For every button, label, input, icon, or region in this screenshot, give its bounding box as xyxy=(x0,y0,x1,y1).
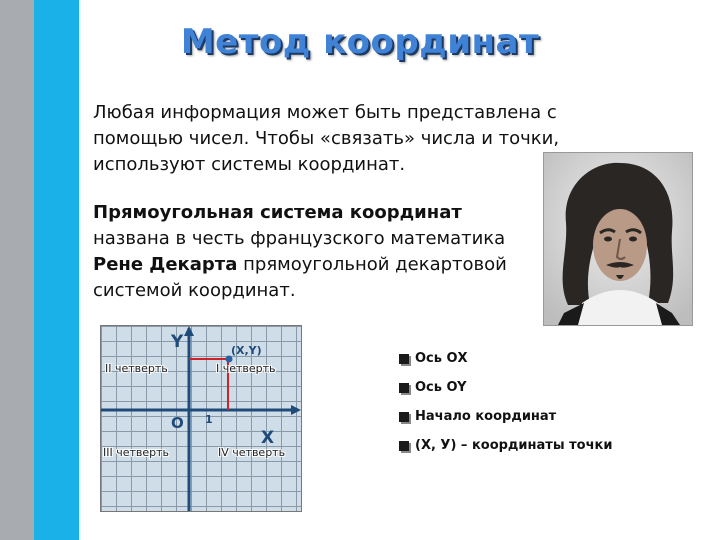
y-axis-label: Y xyxy=(171,332,184,352)
x-axis-arrow xyxy=(291,405,301,415)
quadrant-2-label: II четверть xyxy=(105,362,168,375)
decorative-stripe-gray xyxy=(0,0,34,540)
point-label: (X,Y) xyxy=(231,344,262,357)
description-text-1: названа в честь французского математика xyxy=(93,228,506,249)
description-text-2: прямоугольной декартовой системой координат. xyxy=(93,254,507,301)
decorative-stripe-cyan xyxy=(34,0,80,540)
descartes-portrait xyxy=(543,152,693,326)
unit-label: 1 xyxy=(205,413,213,426)
intro-paragraph: Любая информация может быть представлена с помощью чисел. Чтобы «связать» числа и точки, используют системы координат. xyxy=(93,102,560,175)
list-item: Начало координат xyxy=(399,402,612,431)
coordinate-plane xyxy=(100,325,302,512)
bullet-list xyxy=(399,344,612,460)
x-axis-label: X xyxy=(261,428,275,448)
origin-label: O xyxy=(171,414,184,432)
description-paragraph xyxy=(93,226,533,304)
quadrant-4-label: IV четверть xyxy=(218,446,286,459)
quadrant-1-label: I четверть xyxy=(216,362,276,375)
descartes-name: Рене Декарта xyxy=(93,254,238,275)
y-axis-arrow xyxy=(184,326,194,336)
section-heading: Прямоугольная система координат xyxy=(93,202,462,223)
square-bullet-icon xyxy=(399,441,409,451)
decorative-stripe-separator xyxy=(79,0,81,540)
list-item: Ось ОХ xyxy=(399,344,612,373)
quadrant-3-label: III четверть xyxy=(103,446,170,459)
list-item: (X, У) – координаты точки xyxy=(399,431,612,460)
square-bullet-icon xyxy=(399,354,409,364)
square-bullet-icon xyxy=(399,383,409,393)
slide-title: Метод координат xyxy=(180,22,540,62)
square-bullet-icon xyxy=(399,412,409,422)
list-item: Ось OY xyxy=(399,373,612,402)
